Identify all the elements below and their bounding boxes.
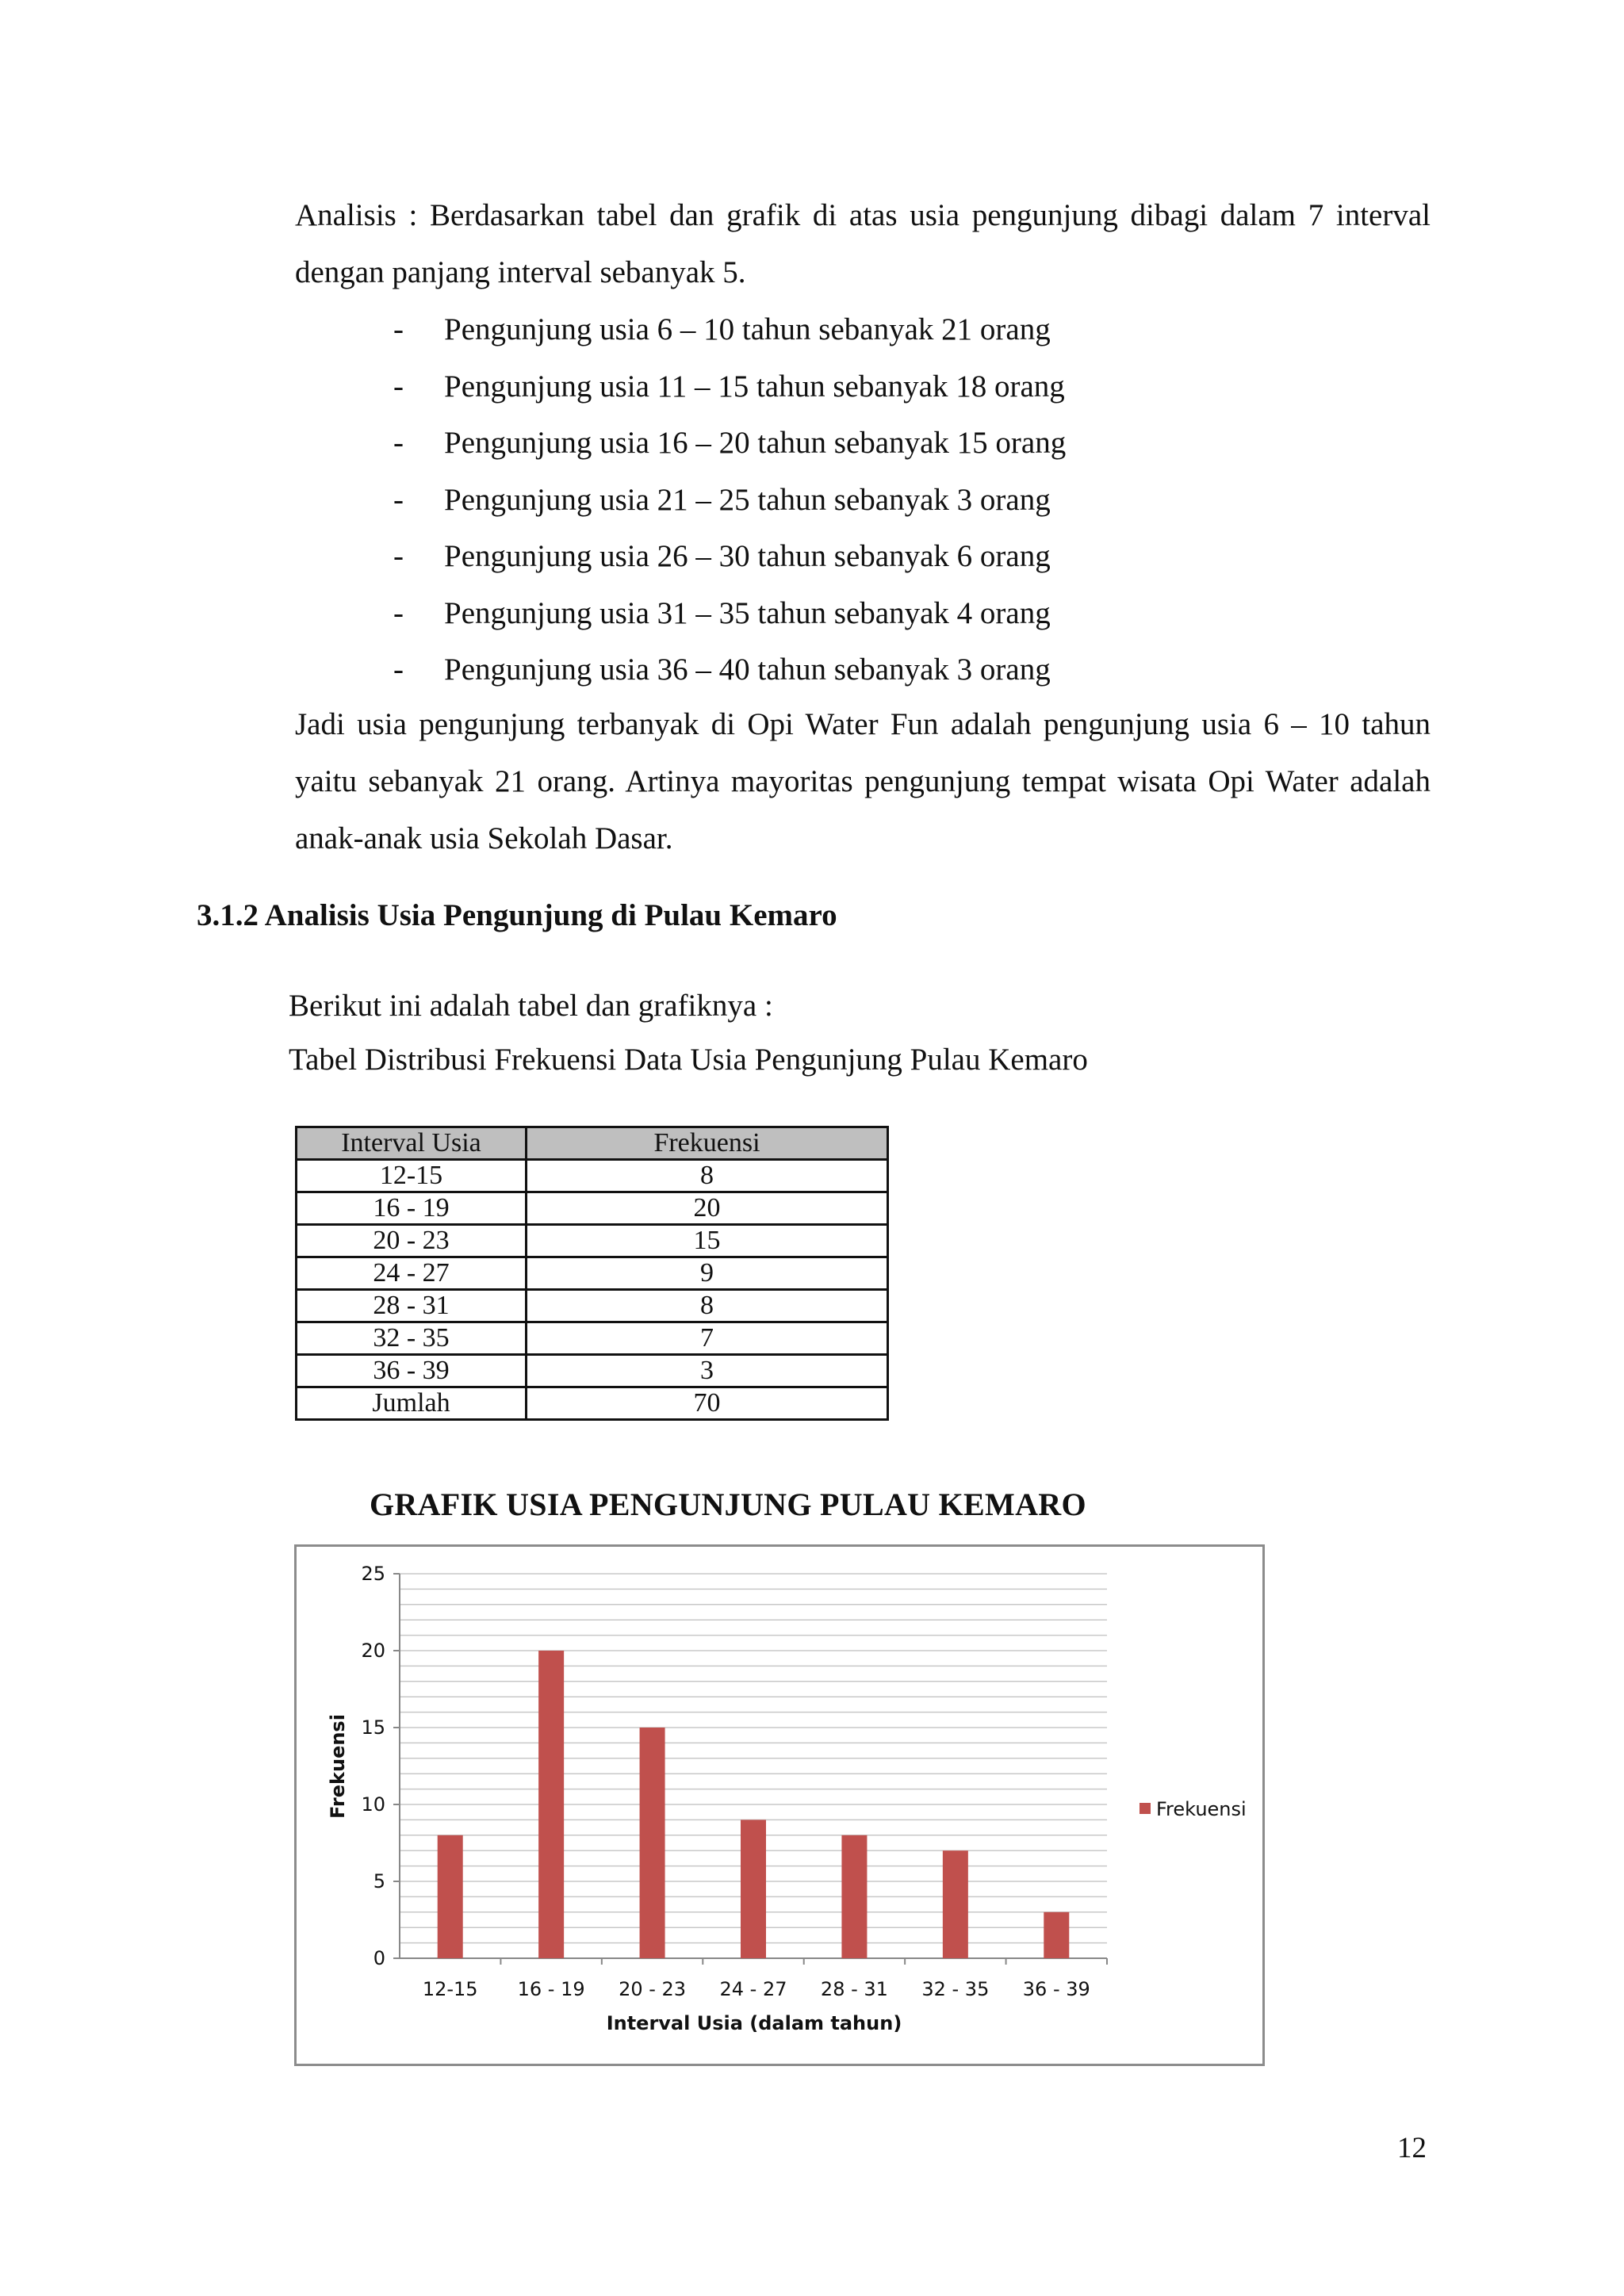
bar [1044, 1912, 1069, 1958]
cell-interval: 28 - 31 [297, 1290, 527, 1322]
age-bullet-list [295, 301, 1431, 698]
bar [538, 1651, 564, 1958]
cell-frequency: 3 [527, 1355, 888, 1387]
bullet-text: Pengunjung usia 36 – 40 tahun sebanyak 3 orang [444, 652, 1051, 687]
y-tick-label: 5 [373, 1870, 385, 1892]
table-total-row [297, 1387, 888, 1420]
y-axis-title: Frekuensi [327, 1714, 349, 1819]
list-item [295, 641, 1431, 698]
section-heading: 3.1.2 Analisis Usia Pengunjung di Pulau Kemaro [197, 898, 837, 932]
list-item [295, 301, 1431, 358]
bar [841, 1835, 867, 1958]
bullet-text: Pengunjung usia 26 – 30 tahun sebanyak 6 orang [444, 539, 1051, 573]
analysis-conclusion: Jadi usia pengunjung terbanyak di Opi Water Fun adalah pengunjung usia 6 – 10 tahun yaitu sebanyak 21 orang. Artinya mayoritas pengunjung tempat wisata Opi Water adalah anak-anak usia Sekolah Dasar. [295, 707, 1431, 855]
bullet-text: Pengunjung usia 21 – 25 tahun sebanyak 3 orang [444, 482, 1051, 517]
bar [438, 1835, 463, 1958]
table-row [297, 1192, 888, 1225]
cell-frequency: 8 [527, 1160, 888, 1192]
cell-frequency: 20 [527, 1192, 888, 1225]
bar [741, 1820, 766, 1958]
cell-frequency: 7 [527, 1322, 888, 1355]
tick-labels [361, 1563, 1090, 2000]
table-header-row [297, 1127, 888, 1160]
bullet-dash: - [393, 482, 404, 517]
y-tick-label: 15 [361, 1716, 385, 1739]
frequency-table [295, 1126, 889, 1421]
bullet-text: Pengunjung usia 31 – 35 tahun sebanyak 4 orang [444, 595, 1051, 630]
bullet-text: Pengunjung usia 11 – 15 tahun sebanyak 18 orang [444, 369, 1065, 404]
bar [640, 1728, 665, 1958]
x-tick-label: 16 - 19 [517, 1978, 585, 2000]
cell-interval: 24 - 27 [297, 1257, 527, 1290]
x-tick-label: 28 - 31 [820, 1978, 888, 2000]
bar [943, 1850, 968, 1958]
page-number: 12 [1397, 2132, 1427, 2164]
x-tick-label: 32 - 35 [921, 1978, 990, 2000]
cell-interval: 16 - 19 [297, 1192, 527, 1225]
table-row [297, 1355, 888, 1387]
cell-interval: 20 - 23 [297, 1225, 527, 1257]
chart-title: GRAFIK USIA PENGUNJUNG PULAU KEMARO [370, 1487, 1086, 1522]
list-item [295, 358, 1431, 415]
table-row [297, 1290, 888, 1322]
y-tick-label: 25 [361, 1563, 385, 1585]
cell-interval: 12-15 [297, 1160, 527, 1192]
analysis-intro: Analisis : Berdasarkan tabel dan grafik di atas usia pengunjung dibagi dalam 7 interval dengan panjang interval sebanyak 5. [295, 198, 1431, 289]
bullet-text: Pengunjung usia 6 – 10 tahun sebanyak 21 orang [444, 312, 1051, 346]
table-caption: Tabel Distribusi Frekuensi Data Usia Pengunjung Pulau Kemaro [289, 1043, 1088, 1077]
cell-interval: 32 - 35 [297, 1322, 527, 1355]
table-row [297, 1257, 888, 1290]
bullet-dash: - [393, 652, 404, 687]
list-item [295, 415, 1431, 472]
header-frequency: Frekuensi [527, 1127, 888, 1160]
list-item [295, 472, 1431, 529]
list-item [295, 585, 1431, 642]
y-tick-label: 10 [361, 1793, 385, 1816]
bullet-dash: - [393, 426, 404, 460]
section-intro: Berikut ini adalah tabel dan grafiknya : [289, 989, 773, 1023]
table-row [297, 1225, 888, 1257]
bullet-text: Pengunjung usia 16 – 20 tahun sebanyak 15 orang [444, 426, 1067, 460]
cell-interval: 36 - 39 [297, 1355, 527, 1387]
list-item [295, 528, 1431, 585]
x-tick-label: 12-15 [422, 1978, 478, 2000]
x-tick-label: 20 - 23 [619, 1978, 687, 2000]
table-row [297, 1322, 888, 1355]
cell-frequency: 15 [527, 1225, 888, 1257]
cell-frequency: 9 [527, 1257, 888, 1290]
y-tick-label: 0 [373, 1947, 385, 1969]
cell-total-value: 70 [527, 1387, 888, 1420]
bullet-dash: - [393, 539, 404, 573]
bar-chart [297, 1547, 1262, 2064]
x-tick-label: 36 - 39 [1022, 1978, 1090, 2000]
header-interval: Interval Usia [297, 1127, 527, 1160]
chart-frame [294, 1544, 1265, 2066]
bullet-dash: - [393, 312, 404, 346]
legend-label: Frekuensi [1156, 1798, 1247, 1820]
legend-swatch [1139, 1803, 1151, 1814]
table-row [297, 1160, 888, 1192]
bullet-dash: - [393, 369, 404, 404]
cell-frequency: 8 [527, 1290, 888, 1322]
cell-total-label: Jumlah [297, 1387, 527, 1420]
x-tick-label: 24 - 27 [719, 1978, 787, 2000]
x-axis-title: Interval Usia (dalam tahun) [606, 2012, 902, 2034]
bullet-dash: - [393, 595, 404, 630]
y-tick-label: 20 [361, 1640, 385, 1662]
